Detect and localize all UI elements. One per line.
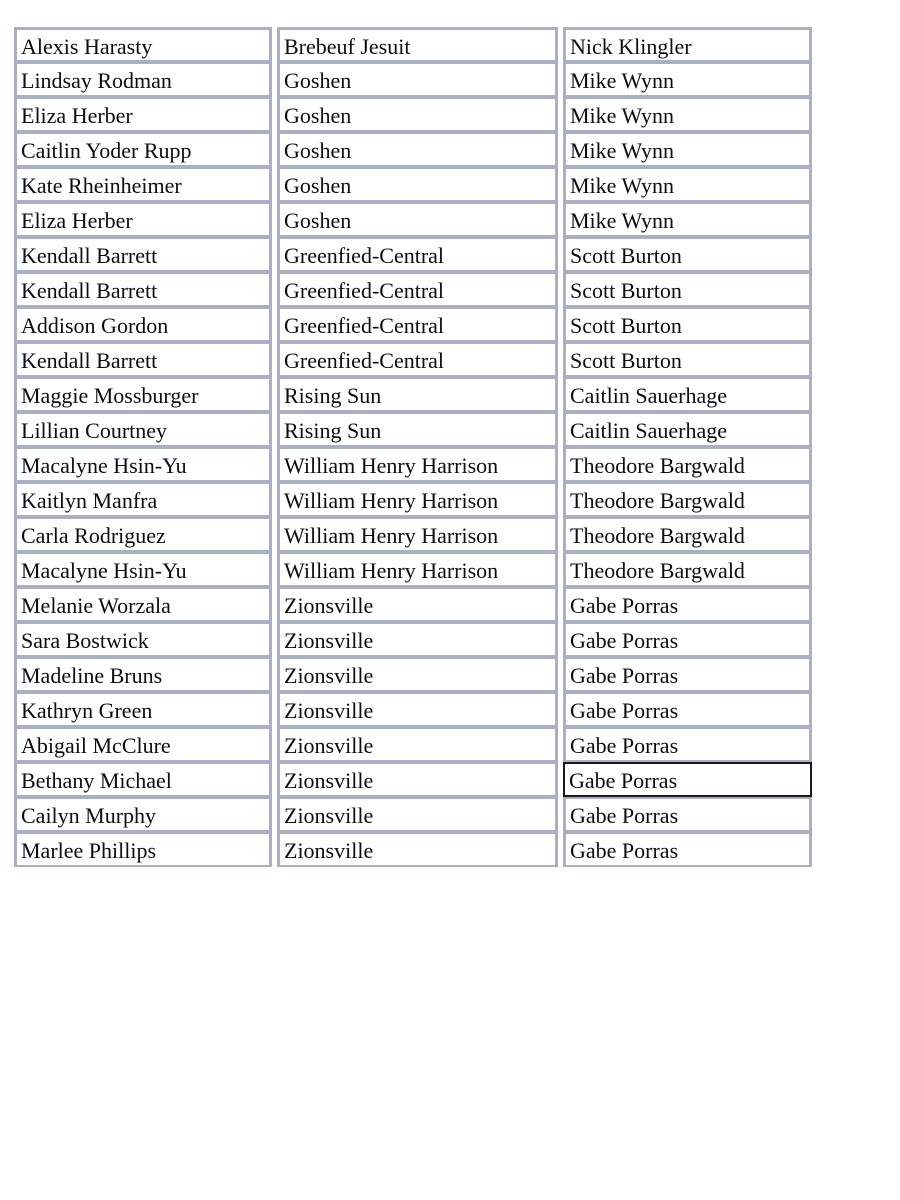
cell-coach[interactable]: Gabe Porras bbox=[563, 727, 812, 762]
table-row bbox=[14, 552, 812, 587]
cell-coach[interactable]: Scott Burton bbox=[563, 237, 812, 272]
table-row bbox=[14, 97, 812, 132]
table-row bbox=[14, 412, 812, 447]
cell-school[interactable]: Zionsville bbox=[277, 657, 558, 692]
cell-name[interactable]: Carla Rodriguez bbox=[14, 517, 272, 552]
cell-coach[interactable]: Theodore Bargwald bbox=[563, 517, 812, 552]
cell-school[interactable]: Goshen bbox=[277, 62, 558, 97]
cell-school[interactable]: Zionsville bbox=[277, 692, 558, 727]
cell-coach[interactable]: Gabe Porras bbox=[563, 832, 812, 867]
cell-coach[interactable]: Caitlin Sauerhage bbox=[563, 377, 812, 412]
cell-coach[interactable]: Gabe Porras bbox=[563, 622, 812, 657]
table-row bbox=[14, 167, 812, 202]
cell-name[interactable]: Kaitlyn Manfra bbox=[14, 482, 272, 517]
cell-school[interactable]: Goshen bbox=[277, 97, 558, 132]
cell-name[interactable]: Macalyne Hsin-Yu bbox=[14, 447, 272, 482]
table-row bbox=[14, 307, 812, 342]
cell-coach[interactable]: Nick Klingler bbox=[563, 27, 812, 62]
cell-name[interactable]: Kendall Barrett bbox=[14, 272, 272, 307]
cell-school[interactable]: Rising Sun bbox=[277, 412, 558, 447]
cell-name[interactable]: Kate Rheinheimer bbox=[14, 167, 272, 202]
cell-name[interactable]: Eliza Herber bbox=[14, 202, 272, 237]
table-row bbox=[14, 692, 812, 727]
cell-school[interactable]: Zionsville bbox=[277, 587, 558, 622]
cell-name[interactable]: Bethany Michael bbox=[14, 762, 272, 797]
table-row bbox=[14, 657, 812, 692]
table-row bbox=[14, 62, 812, 97]
cell-name[interactable]: Kathryn Green bbox=[14, 692, 272, 727]
cell-school[interactable]: Goshen bbox=[277, 132, 558, 167]
cell-school[interactable]: William Henry Harrison bbox=[277, 482, 558, 517]
selected-cell-coach[interactable]: Gabe Porras bbox=[563, 762, 812, 797]
cell-coach[interactable]: Theodore Bargwald bbox=[563, 482, 812, 517]
cell-name[interactable]: Alexis Harasty bbox=[14, 27, 272, 62]
table-row bbox=[14, 237, 812, 272]
table-row bbox=[14, 482, 812, 517]
cell-coach[interactable]: Theodore Bargwald bbox=[563, 552, 812, 587]
cell-school[interactable]: Rising Sun bbox=[277, 377, 558, 412]
cell-coach[interactable]: Mike Wynn bbox=[563, 202, 812, 237]
cell-school[interactable]: Greenfied-Central bbox=[277, 307, 558, 342]
cell-coach[interactable]: Scott Burton bbox=[563, 342, 812, 377]
table-row bbox=[14, 202, 812, 237]
cell-name[interactable]: Maggie Mossburger bbox=[14, 377, 272, 412]
cell-school[interactable]: Zionsville bbox=[277, 622, 558, 657]
cell-school[interactable]: Greenfied-Central bbox=[277, 342, 558, 377]
table-row bbox=[14, 447, 812, 482]
cell-coach[interactable]: Mike Wynn bbox=[563, 167, 812, 202]
cell-name[interactable]: Caitlin Yoder Rupp bbox=[14, 132, 272, 167]
cell-coach[interactable]: Theodore Bargwald bbox=[563, 447, 812, 482]
cell-school[interactable]: Goshen bbox=[277, 167, 558, 202]
cell-school[interactable]: Zionsville bbox=[277, 762, 558, 797]
cell-school[interactable]: William Henry Harrison bbox=[277, 447, 558, 482]
cell-school[interactable]: William Henry Harrison bbox=[277, 552, 558, 587]
cell-name[interactable]: Addison Gordon bbox=[14, 307, 272, 342]
table-row bbox=[14, 622, 812, 657]
cell-school[interactable]: Zionsville bbox=[277, 797, 558, 832]
cell-coach[interactable]: Scott Burton bbox=[563, 307, 812, 342]
spreadsheet-table bbox=[14, 27, 812, 867]
cell-coach[interactable]: Gabe Porras bbox=[563, 587, 812, 622]
cell-coach[interactable]: Caitlin Sauerhage bbox=[563, 412, 812, 447]
cell-name[interactable]: Lindsay Rodman bbox=[14, 62, 272, 97]
cell-name[interactable]: Kendall Barrett bbox=[14, 237, 272, 272]
cell-name[interactable]: Kendall Barrett bbox=[14, 342, 272, 377]
table-row bbox=[14, 342, 812, 377]
cell-name[interactable]: Abigail McClure bbox=[14, 727, 272, 762]
cell-name[interactable]: Melanie Worzala bbox=[14, 587, 272, 622]
table-row bbox=[14, 272, 812, 307]
cell-name[interactable]: Lillian Courtney bbox=[14, 412, 272, 447]
cell-school[interactable]: William Henry Harrison bbox=[277, 517, 558, 552]
cell-name[interactable]: Cailyn Murphy bbox=[14, 797, 272, 832]
cell-school[interactable]: Greenfied-Central bbox=[277, 237, 558, 272]
cell-coach[interactable]: Gabe Porras bbox=[563, 657, 812, 692]
cell-name[interactable]: Marlee Phillips bbox=[14, 832, 272, 867]
table-row bbox=[14, 587, 812, 622]
table-row bbox=[14, 727, 812, 762]
cell-school[interactable]: Zionsville bbox=[277, 832, 558, 867]
table-row bbox=[14, 832, 812, 867]
cell-name[interactable]: Eliza Herber bbox=[14, 97, 272, 132]
table-row bbox=[14, 377, 812, 412]
cell-name[interactable]: Macalyne Hsin-Yu bbox=[14, 552, 272, 587]
table-row bbox=[14, 132, 812, 167]
cell-school[interactable]: Greenfied-Central bbox=[277, 272, 558, 307]
table-row bbox=[14, 517, 812, 552]
table-row bbox=[14, 762, 812, 797]
cell-name[interactable]: Madeline Bruns bbox=[14, 657, 272, 692]
table-row bbox=[14, 797, 812, 832]
cell-name[interactable]: Sara Bostwick bbox=[14, 622, 272, 657]
cell-school[interactable]: Goshen bbox=[277, 202, 558, 237]
cell-school[interactable]: Zionsville bbox=[277, 727, 558, 762]
cell-coach[interactable]: Mike Wynn bbox=[563, 62, 812, 97]
cell-coach[interactable]: Gabe Porras bbox=[563, 692, 812, 727]
cell-coach[interactable]: Mike Wynn bbox=[563, 97, 812, 132]
cell-coach[interactable]: Gabe Porras bbox=[563, 797, 812, 832]
cell-school[interactable]: Brebeuf Jesuit bbox=[277, 27, 558, 62]
table-row bbox=[14, 27, 812, 62]
cell-coach[interactable]: Mike Wynn bbox=[563, 132, 812, 167]
cell-coach[interactable]: Scott Burton bbox=[563, 272, 812, 307]
